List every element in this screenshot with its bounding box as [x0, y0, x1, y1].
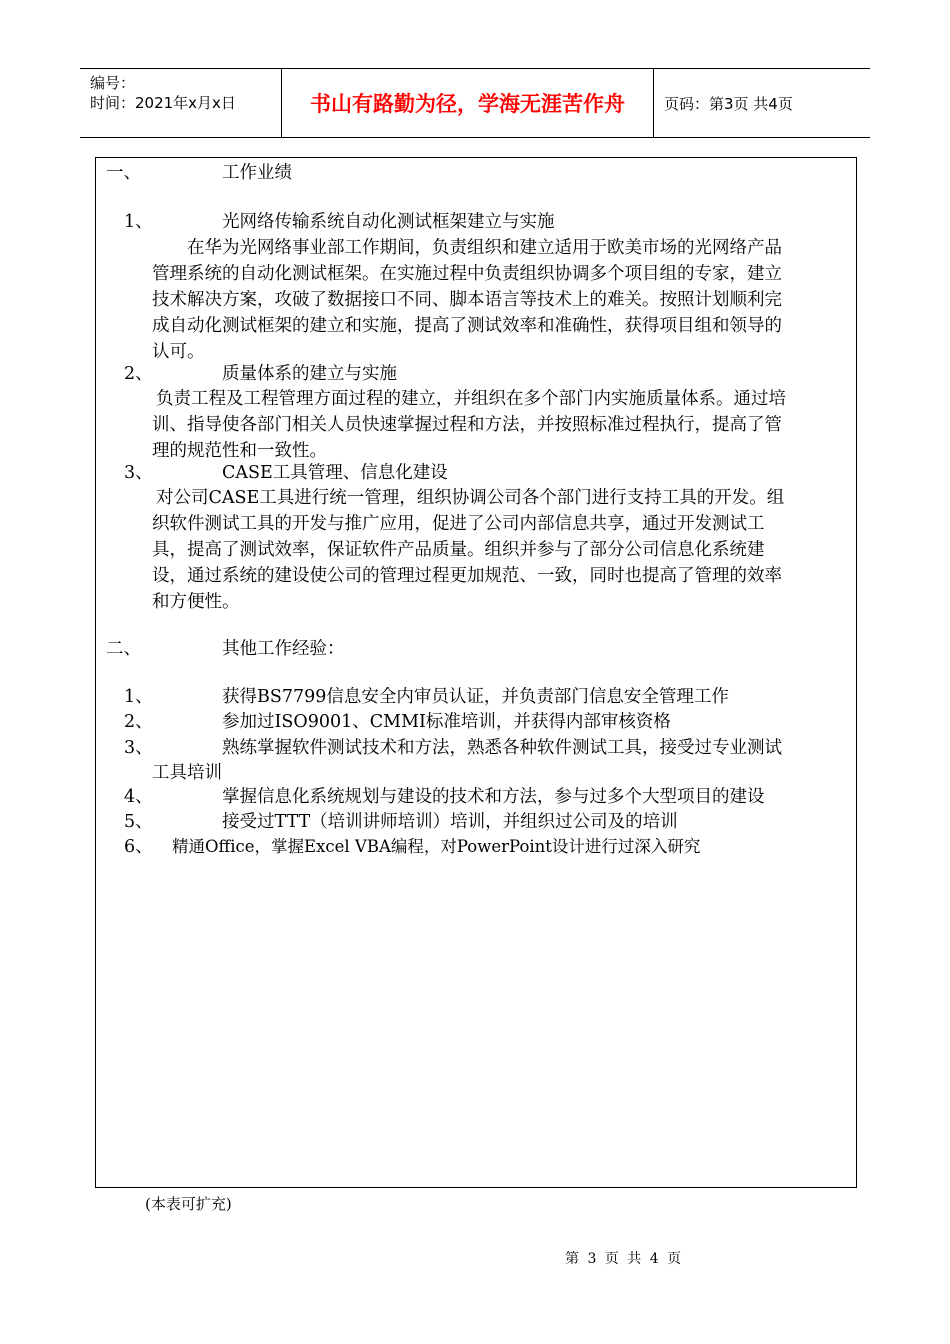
item1-index: 1、 — [124, 212, 153, 232]
exp-index: 4、 — [124, 787, 153, 807]
exp-index: 6、 — [124, 837, 153, 857]
header-meta — [80, 69, 282, 137]
item3-title: CASE工具管理、信息化建设 — [222, 463, 448, 483]
exp-text: 熟练掌握软件测试技术和方法，熟悉各种软件测试工具，接受过专业测试 — [222, 738, 782, 758]
section2-title: 其他工作经验： — [222, 639, 345, 659]
item3-line: 和方便性。 — [152, 592, 240, 612]
content-table — [95, 157, 857, 1188]
exp-text: 获得BS7799信息安全内审员认证，并负责部门信息安全管理工作 — [222, 687, 729, 707]
exp-text: 精通Office，掌握Excel VBA编程，对PowerPoint设计进行过深入研究 — [172, 837, 701, 856]
time-label: 时间：2021年x月x日 — [90, 94, 236, 112]
item1-line: 管理系统的自动化测试框架。在实施过程中负责组织协调多个项目组的专家，建立 — [152, 264, 782, 284]
item2-title: 质量体系的建立与实施 — [222, 364, 397, 384]
exp-text-continued: 工具培训 — [152, 763, 222, 783]
header-motto: 书山有路勤为径，学海无涯苦作舟 — [282, 69, 654, 137]
exp-index: 2、 — [124, 712, 153, 732]
section2-index: 二、 — [106, 639, 141, 659]
item1-line: 技术解决方案，攻破了数据接口不同、脚本语言等技术上的难关。按照计划顺利完 — [152, 290, 782, 310]
page-footer: 第 3 页 共 4 页 — [565, 1251, 682, 1267]
item2-line: 理的规范性和一致性。 — [152, 441, 327, 461]
item2-line: 负责工程及工程管理方面过程的建立，并组织在多个部门内实施质量体系。通过培 — [156, 389, 786, 409]
exp-index: 1、 — [124, 687, 153, 707]
exp-index: 3、 — [124, 738, 153, 758]
number-label: 编号： — [90, 74, 136, 92]
item2-index: 2、 — [124, 364, 153, 384]
exp-text: 掌握信息化系统规划与建设的技术和方法，参与过多个大型项目的建设 — [222, 787, 765, 807]
item1-line: 认可。 — [152, 342, 205, 362]
item3-line: 具，提高了测试效率，保证软件产品质量。组织并参与了部分公司信息化系统建 — [152, 540, 765, 560]
item3-line: 织软件测试工具的开发与推广应用，促进了公司内部信息共享，通过开发测试工 — [152, 514, 765, 534]
item1-line: 成自动化测试框架的建立和实施，提高了测试效率和准确性，获得项目组和领导的 — [152, 316, 782, 336]
exp-index: 5、 — [124, 812, 153, 832]
item3-line: 设，通过系统的建设使公司的管理过程更加规范、一致，同时也提高了管理的效率 — [152, 566, 782, 586]
header-page-label: 页码：第3页 共4页 — [664, 94, 793, 113]
item1-title: 光网络传输系统自动化测试框架建立与实施 — [222, 212, 555, 232]
section1-index: 一、 — [106, 163, 141, 183]
section1-title: 工作业绩 — [222, 163, 292, 183]
item1-line: 在华为光网络事业部工作期间，负责组织和建立适用于欧美市场的光网络产品 — [187, 238, 782, 258]
item3-line: 对公司CASE工具进行统一管理，组织协调公司各个部门进行支持工具的开发。组 — [156, 488, 785, 508]
table-note: (本表可扩充) — [145, 1195, 232, 1213]
item2-line: 训、指导使各部门相关人员快速掌握过程和方法，并按照标准过程执行，提高了管 — [152, 415, 782, 435]
exp-text: 接受过TTT（培训讲师培训）培训，并组织过公司及的培训 — [222, 812, 678, 832]
page-header — [80, 68, 870, 138]
exp-text: 参加过ISO9001、CMMI标准培训，并获得内部审核资格 — [222, 712, 671, 732]
item3-index: 3、 — [124, 463, 153, 483]
